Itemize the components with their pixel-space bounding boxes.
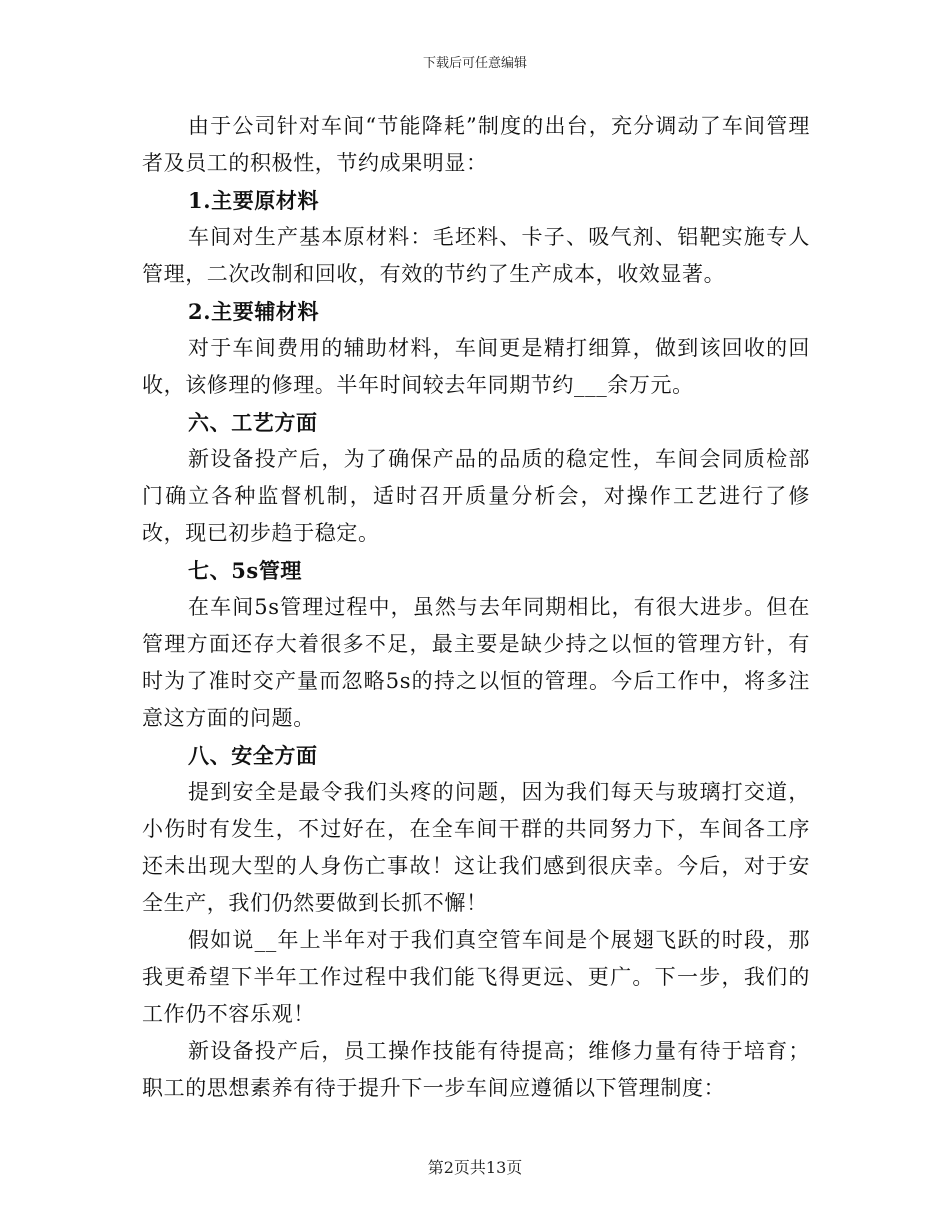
heading-auxiliary-materials: 2.主要辅材料 (188, 299, 320, 324)
paragraph-next-steps: 新设备投产后，员工操作技能有待提高；维修力量有待于培育；职工的思想素养有待于提升下一步车间应遵循以下管理制度： (142, 1039, 810, 1100)
heading-5s-management: 七、5s管理 (188, 558, 303, 583)
paragraph-5s-management: 在车间5s管理过程中，虽然与去年同期相比，有很大进步。但在管理方面还存大着很多不足，最主要是缺少持之以恒的管理方针，有时为了准时交产量而忽略5s的持之以恒的管理。今后工作中，将多注意这方面的问题。 (142, 595, 810, 730)
paragraph-outlook: 假如说__年上半年对于我们真空管车间是个展翅飞跃的时段，那我更希望下半年工作过程中我们能飞得更远、更广。下一步，我们的工作仍不容乐观！ (142, 928, 810, 1026)
heading-process: 六、工艺方面 (188, 410, 318, 435)
paragraph-main-materials: 车间对生产基本原材料：毛坯料、卡子、吸气剂、铝靶实施专人管理，二次改制和回收，有效的节约了生产成本，收效显著。 (142, 225, 810, 286)
heading-safety: 八、安全方面 (188, 743, 318, 768)
page-footer: 第2页共13页 (427, 1158, 523, 1177)
paragraph-process: 新设备投产后，为了确保产品的品质的稳定性，车间会同质检部门确立各种监督机制，适时召开质量分析会，对操作工艺进行了修改，现已初步趋于稳定。 (142, 447, 810, 545)
page-header: 下载后可任意编辑 (422, 56, 527, 71)
heading-main-materials: 1.主要原材料 (188, 188, 320, 213)
paragraph-auxiliary-materials: 对于车间费用的辅助材料，车间更是精打细算，做到该回收的回收，该修理的修理。半年时间较去年同期节约___余万元。 (142, 336, 810, 397)
document-body (142, 108, 810, 1107)
paragraph-safety: 提到安全是最令我们头疼的问题，因为我们每天与玻璃打交道，小伤时有发生，不过好在，在全车间干群的共同努力下，车间各工序还未出现大型的人身伤亡事故！这让我们感到很庆幸。今后，对于安全生产，我们仍然要做到长抓不懈！ (142, 780, 810, 915)
paragraph-intro: 由于公司针对车间“节能降耗”制度的出台，充分调动了车间管理者及员工的积极性，节约成果明显： (142, 114, 810, 175)
